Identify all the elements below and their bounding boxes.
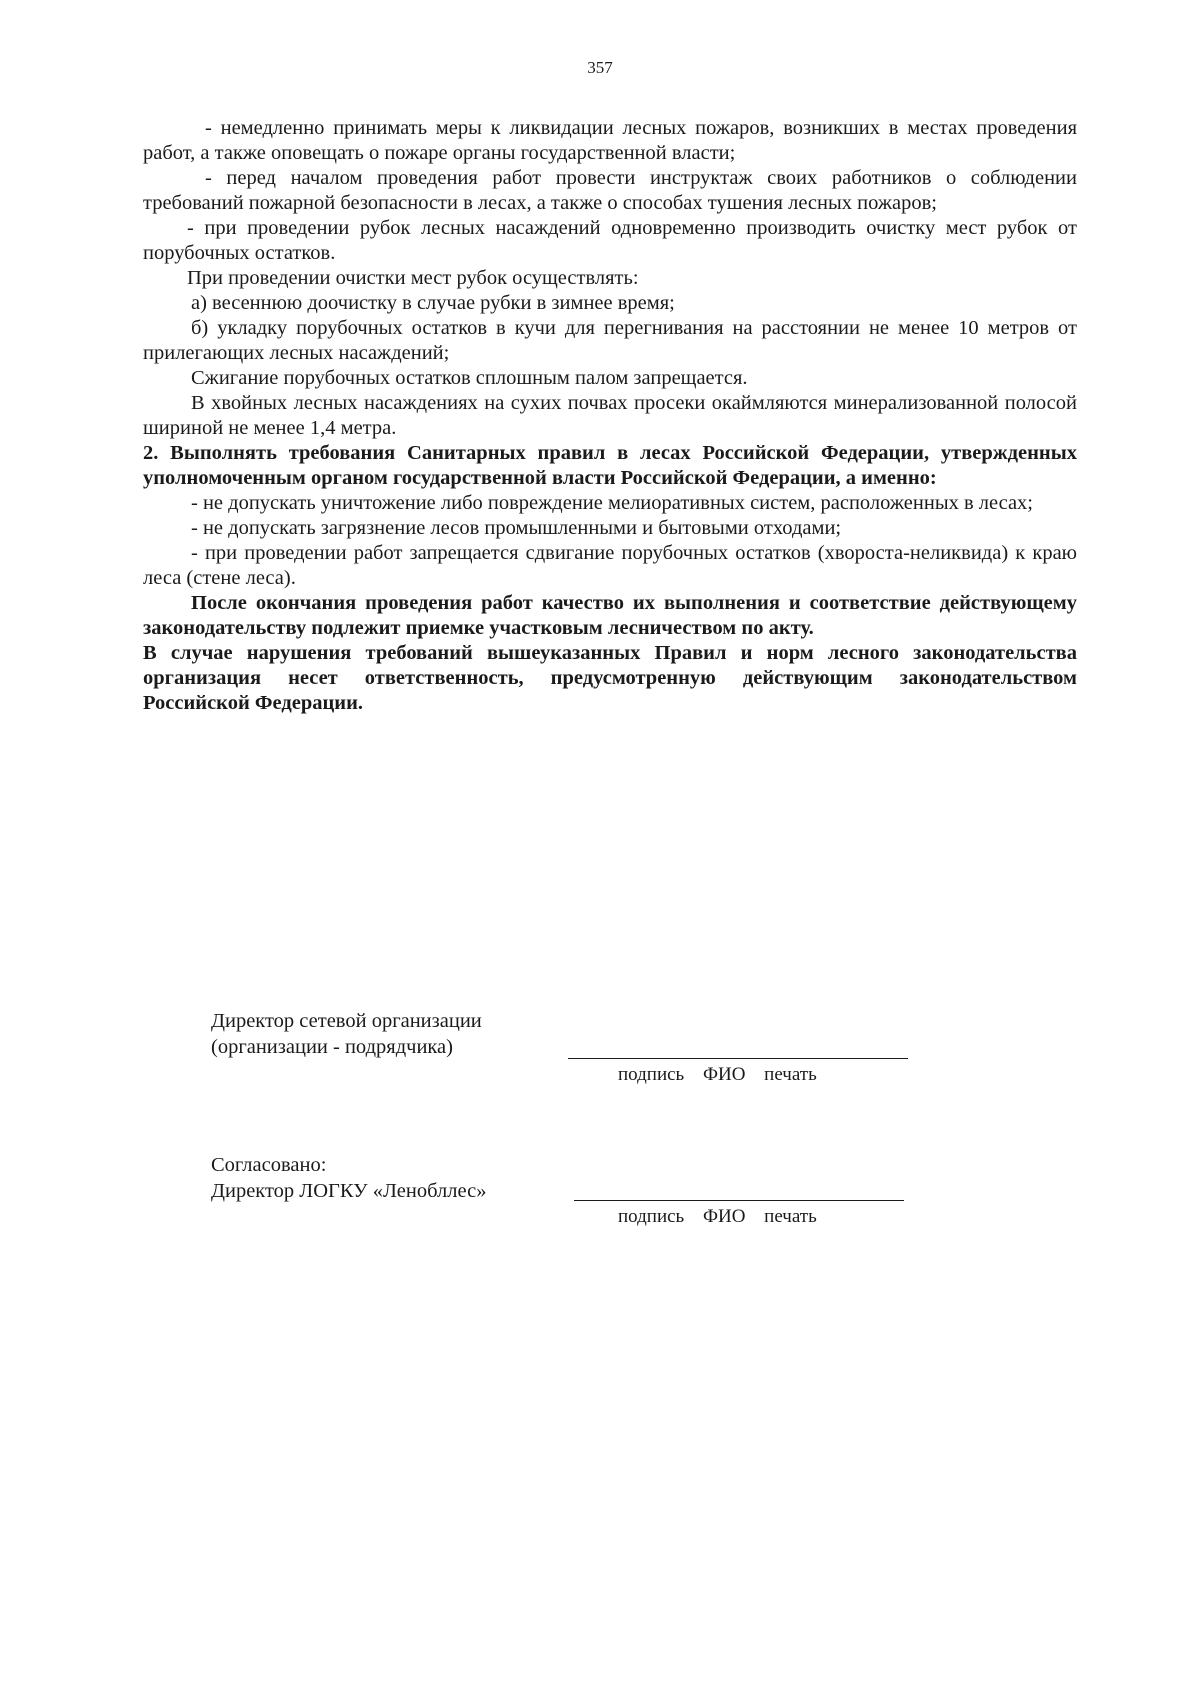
paragraph-item-a: а) весеннюю доочистку в случае рубки в зимнее время;: [191, 292, 675, 314]
signature-line: [574, 1200, 904, 1201]
paragraph-cleanup-intro: При проведении очистки мест рубок осуществлять:: [187, 267, 639, 289]
signature-caption: подпись ФИО печать: [618, 1064, 817, 1085]
approval-label: Согласовано:: [211, 1154, 327, 1176]
paragraph-reclamation: - не допускать уничтожение либо повреждение мелиоративных систем, расположенных в лесах;: [191, 492, 1034, 514]
paragraph-item-b: б) укладку порубочных остатков в кучи для перегнивания на расстоянии не менее 10 метров от прилегающих лесных насаждений;: [143, 317, 1077, 364]
paragraph-pollution: - не допускать загрязнение лесов промышленными и бытовыми отходами;: [191, 517, 842, 539]
paragraph-fire-measures: - немедленно принимать меры к ликвидации лесных пожаров, возникших в местах проведения работ, а также оповещать о пожаре органы государственной власти;: [143, 117, 1077, 164]
signature-block-approval: [211, 1152, 486, 1204]
section-2-heading: 2. Выполнять требования Санитарных правил в лесах Российской Федерации, утвержденных уполномоченным органом государственной власти Российской Федерации, а именно:: [143, 442, 1077, 489]
signer-title-line1: Директор сетевой организации: [211, 1010, 482, 1032]
paragraph-burning-prohibited: Сжигание порубочных остатков сплошным палом запрещается.: [191, 367, 748, 389]
signer-title-line2: (организации - подрядчика): [211, 1036, 453, 1058]
paragraph-acceptance: После окончания проведения работ качество их выполнения и соответствие действующему законодательству подлежит приемке участковым лесничеством по акту.: [143, 592, 1077, 639]
signer-title: Директор ЛОГКУ «Ленобллес»: [211, 1180, 487, 1202]
signature-line: [568, 1058, 908, 1059]
paragraph-coniferous: В хвойных лесных насаждениях на сухих почвах просеки окаймляются минерализованной полосой шириной не менее 1,4 метра.: [143, 392, 1077, 439]
paragraph-instruction: - перед началом проведения работ провести инструктаж своих работников о соблюдении требований пожарной безопасности в лесах, а также о способах тушения лесных пожаров;: [143, 167, 1077, 214]
document-body: [143, 116, 1077, 716]
signature-caption: подпись ФИО печать: [618, 1206, 817, 1227]
paragraph-brushwood: - при проведении работ запрещается сдвигание порубочных остатков (хвороста-неликвида) к краю леса (стене леса).: [143, 542, 1077, 589]
paragraph-liability: В случае нарушения требований вышеуказанных Правил и норм лесного законодательства организация несет ответственность, предусмотренную действующим законодательством Российской Федерации.: [143, 642, 1077, 714]
signature-block-contractor: [211, 1008, 482, 1060]
page-number: 357: [587, 58, 613, 77]
paragraph-logging-cleanup: - при проведении рубок лесных насаждений одновременно производить очистку мест рубок от порубочных остатков.: [143, 217, 1077, 264]
